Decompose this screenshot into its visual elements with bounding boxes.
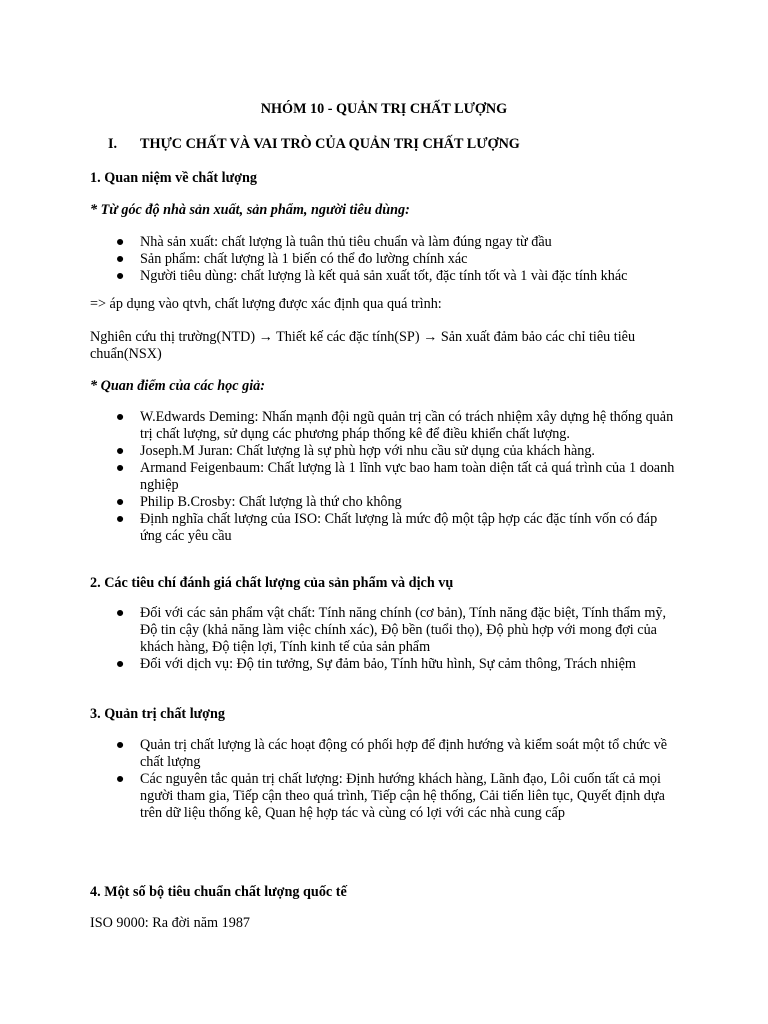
list-item: ● Đối với dịch vụ: Độ tin tưởng, Sự đảm bảo, Tính hữu hình, Sự cảm thông, Trách nhiệm [115, 656, 636, 672]
list-item: ● Nhà sản xuất: chất lượng là tuân thủ tiêu chuẩn và làm đúng ngay từ đầu [115, 234, 552, 250]
bullet-icon: ● [115, 409, 125, 425]
heading-criteria: 2. Các tiêu chí đánh giá chất lượng của sản phẩm và dịch vụ [90, 575, 454, 591]
heading-quality-concept: 1. Quan niệm về chất lượng [90, 170, 257, 186]
list-item: ● Armand Feigenbaum: Chất lượng là 1 lĩnh vực bao ham toàn diện tất cả quá trình của 1 doanh nghiệp [115, 460, 675, 493]
list-item: ● W.Edwards Deming: Nhấn mạnh đội ngũ quản trị cần có trách nhiệm xây dựng hệ thống quản trị chất lượng, sử dụng các phương pháp thống kê để điều khiển chất lượng. [115, 409, 674, 442]
bullet-icon: ● [115, 251, 125, 267]
list-item: ● Người tiêu dùng: chất lượng là kết quả sản xuất tốt, đặc tính tốt và 1 vài đặc tính khác [115, 268, 628, 284]
section-numeral: I. [108, 136, 118, 152]
list-item: ● Đối với các sản phẩm vật chất: Tính năng chính (cơ bản), Tính năng đặc biệt, Tính thẩm mỹ, Độ tin cậy (khả năng làm việc chính xác), Độ bền (tuổi thọ), Độ phù hợp với mong đợi của khách hàng, Độ tiện lợi, Tính kinh tế của sản phẩm [115, 605, 667, 655]
bullet-icon: ● [115, 656, 125, 672]
bullet-icon: ● [115, 268, 125, 284]
list-item: ● Các nguyên tắc quản trị chất lượng: Định hướng khách hàng, Lãnh đạo, Lôi cuốn tất cả mọi người tham gia, Tiếp cận theo quá trình, Tiếp cận hệ thống, Cải tiến liên tục, Quyết định dựa trên dữ liệu thống kê, Quan hệ hợp tác và cùng có lợi với các nhà cung cấp [115, 771, 665, 821]
list-item: ● Định nghĩa chất lượng của ISO: Chất lượng là mức độ một tập hợp các đặc tính vốn có đáp ứng các yêu cầu [115, 511, 658, 544]
list-item: ● Sản phẩm: chất lượng là 1 biến có thể đo lường chính xác [115, 251, 468, 267]
bullet-icon: ● [115, 511, 125, 527]
section-heading: THỰC CHẤT VÀ VAI TRÒ CỦA QUẢN TRỊ CHẤT LƯỢNG [140, 136, 520, 152]
bullet-icon: ● [115, 460, 125, 476]
bullet-icon: ● [115, 234, 125, 250]
management-list [90, 737, 675, 822]
paragraph-apply: => áp dụng vào qtvh, chất lượng được xác định qua quá trình: [90, 296, 442, 312]
heading-iso-standards: 4. Một số bộ tiêu chuẩn chất lượng quốc tế [90, 884, 347, 900]
heading-quality-management: 3. Quản trị chất lượng [90, 706, 226, 722]
bullet-icon: ● [115, 771, 125, 787]
perspectives-list [90, 234, 690, 285]
paragraph-process: Nghiên cứu thị trường(NTD) → Thiết kế các đặc tính(SP) → Sản xuất đảm bảo các chỉ tiêu tiêu chuẩn(NSX) [90, 329, 636, 362]
list-item: ● Philip B.Crosby: Chất lượng là thứ cho không [115, 494, 402, 510]
list-item: ● Quản trị chất lượng là các hoạt động có phối hợp để định hướng và kiểm soát một tổ chức về chất lượng [115, 737, 668, 770]
subheading-perspectives: * Từ góc độ nhà sản xuất, sản phẩm, người tiêu dùng: [90, 202, 410, 218]
bullet-icon: ● [115, 494, 125, 510]
bullet-icon: ● [115, 737, 125, 753]
scholars-list [90, 409, 675, 545]
paragraph-iso9000: ISO 9000: Ra đời năm 1987 [90, 915, 251, 931]
bullet-icon: ● [115, 443, 125, 459]
criteria-list [90, 605, 675, 673]
bullet-icon: ● [115, 605, 125, 621]
document-title: NHÓM 10 - QUẢN TRỊ CHẤT LƯỢNG [260, 101, 508, 117]
subheading-scholars: * Quan điểm của các học giả: [90, 378, 265, 394]
list-item: ● Joseph.M Juran: Chất lượng là sự phù hợp với nhu cầu sử dụng của khách hàng. [115, 443, 595, 459]
